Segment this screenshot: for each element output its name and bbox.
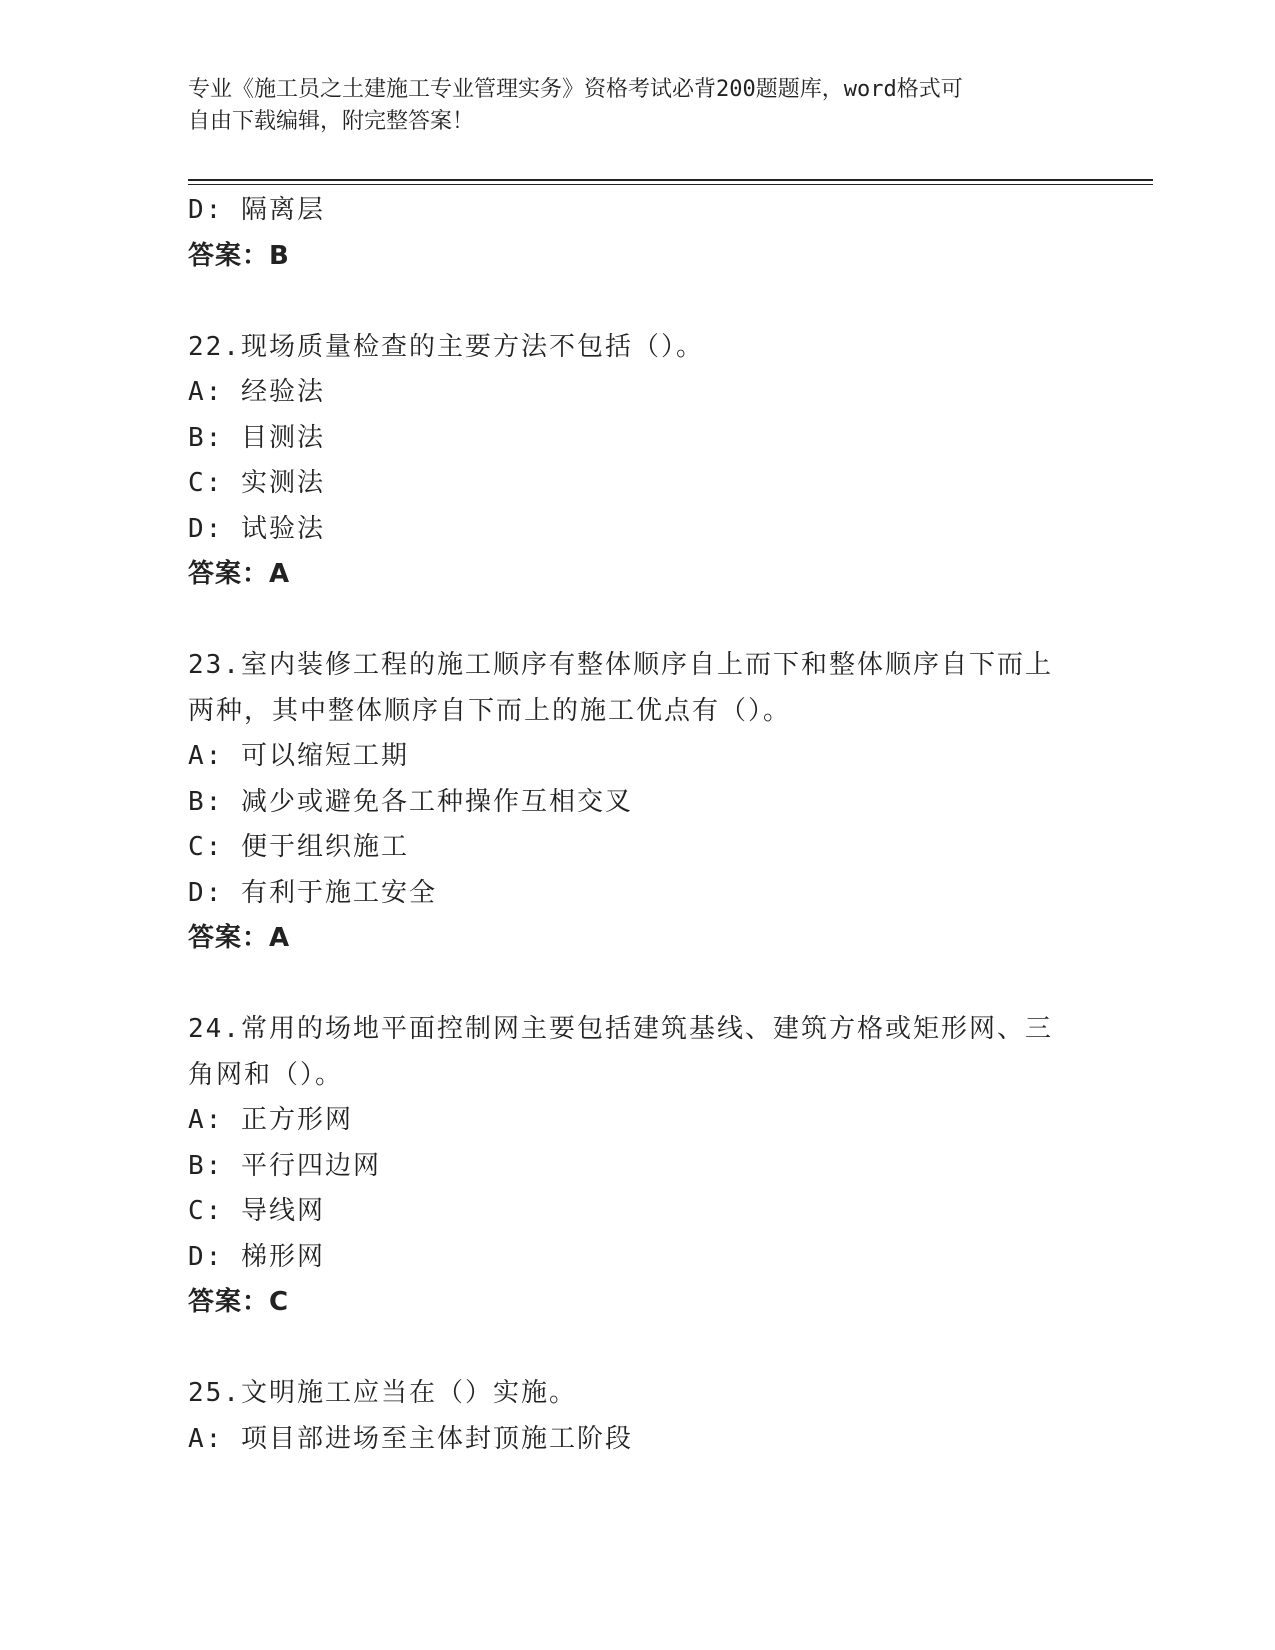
option-a: A: 可以缩短工期 (188, 741, 409, 771)
option-d: D: 梯形网 (188, 1241, 325, 1272)
header-divider-thick (188, 179, 1153, 181)
header-line-1: 专业《施工员之土建施工专业管理实务》资格考试必背200题题库，word格式可 (188, 77, 963, 102)
question-24 (188, 1007, 1088, 1326)
answer: 答案：C (188, 1287, 290, 1317)
spacer (188, 279, 1088, 325)
question-text-line-1: 23.室内装修工程的施工顺序有整体顺序自上而下和整体顺序自下而上 (188, 650, 1053, 680)
spacer (188, 598, 1088, 644)
option-c: C: 便于组织施工 (188, 832, 409, 862)
question-23 (188, 643, 1088, 962)
option-d: D: 试验法 (188, 513, 325, 544)
question-text-line-1: 24.常用的场地平面控制网主要包括建筑基线、建筑方格或矩形网、三 (188, 1014, 1053, 1044)
spacer (188, 962, 1088, 1008)
option-c: C: 实测法 (188, 468, 325, 498)
question-text: 25.文明施工应当在（）实施。 (188, 1378, 577, 1408)
question-text-line-2: 两种，其中整体顺序自下而上的施工优点有（）。 (188, 695, 792, 726)
question-list (188, 188, 1088, 1462)
option-b: B: 减少或避免各工种操作互相交叉 (188, 786, 633, 817)
header-divider-thin (188, 184, 1153, 185)
option-d: D: 有利于施工安全 (188, 877, 437, 908)
prev-option-d: D: 隔离层 (188, 195, 325, 225)
option-b: B: 目测法 (188, 422, 325, 453)
question-22 (188, 325, 1088, 598)
question-text-line-2: 角网和（）。 (188, 1059, 344, 1090)
spacer (188, 1326, 1088, 1372)
document-header (188, 74, 1088, 138)
option-c: C: 导线网 (188, 1196, 325, 1226)
option-a: A: 正方形网 (188, 1105, 353, 1135)
answer: 答案：A (188, 559, 291, 589)
question-25 (188, 1371, 1088, 1462)
header-line-2: 自由下载编辑，附完整答案！ (188, 109, 475, 134)
option-b: B: 平行四边网 (188, 1150, 381, 1181)
question-text: 22.现场质量检查的主要方法不包括（）。 (188, 331, 704, 362)
answer: 答案：A (188, 923, 291, 953)
prev-answer: 答案：B (188, 240, 290, 271)
option-a: A: 经验法 (188, 377, 325, 407)
option-a: A: 项目部进场至主体封顶施工阶段 (188, 1423, 633, 1454)
